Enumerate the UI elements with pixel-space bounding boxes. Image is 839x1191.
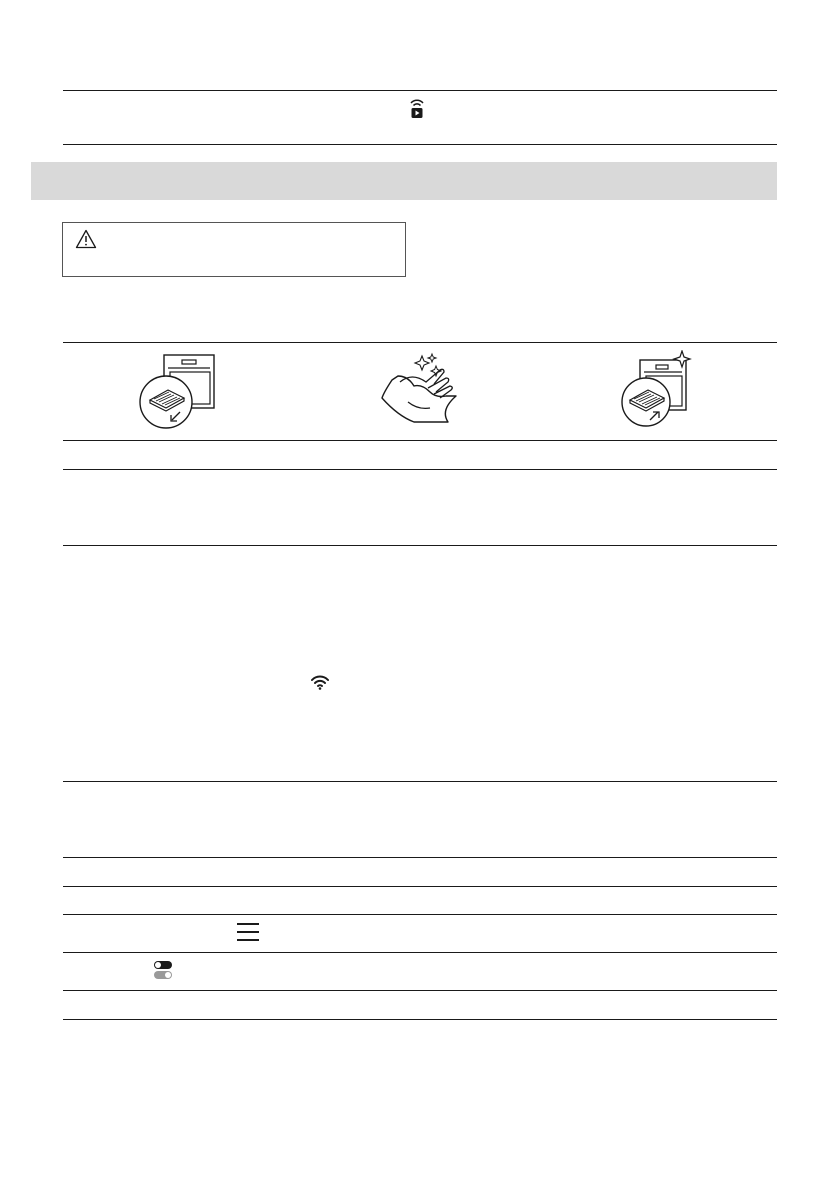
bottom-rule [63,1019,777,1020]
row-rule-4 [63,857,777,858]
row-rule-6 [63,914,777,915]
wifi-icon [311,674,329,690]
row-rule-1 [63,469,777,470]
remote-start-icon [409,98,425,120]
toggle-switch-icon [153,960,173,980]
top-rule [63,90,777,91]
menu-hamburger-icon [236,922,260,942]
hand-wipe-cloth-icon [378,352,462,426]
top-table-bottom-rule [63,144,777,145]
oven-insert-tray-icon [620,350,692,430]
warning-triangle-icon [75,229,97,249]
illustration-table-top-rule [63,342,777,343]
warning-box [62,222,406,277]
section-header-band [31,162,777,200]
illustration-table-mid-rule [63,440,777,441]
row-rule-7 [63,952,777,953]
row-rule-3 [63,781,777,782]
row-rule-2 [63,545,777,546]
row-rule-5 [63,886,777,887]
oven-remove-tray-icon [138,350,220,430]
row-rule-8 [63,990,777,991]
